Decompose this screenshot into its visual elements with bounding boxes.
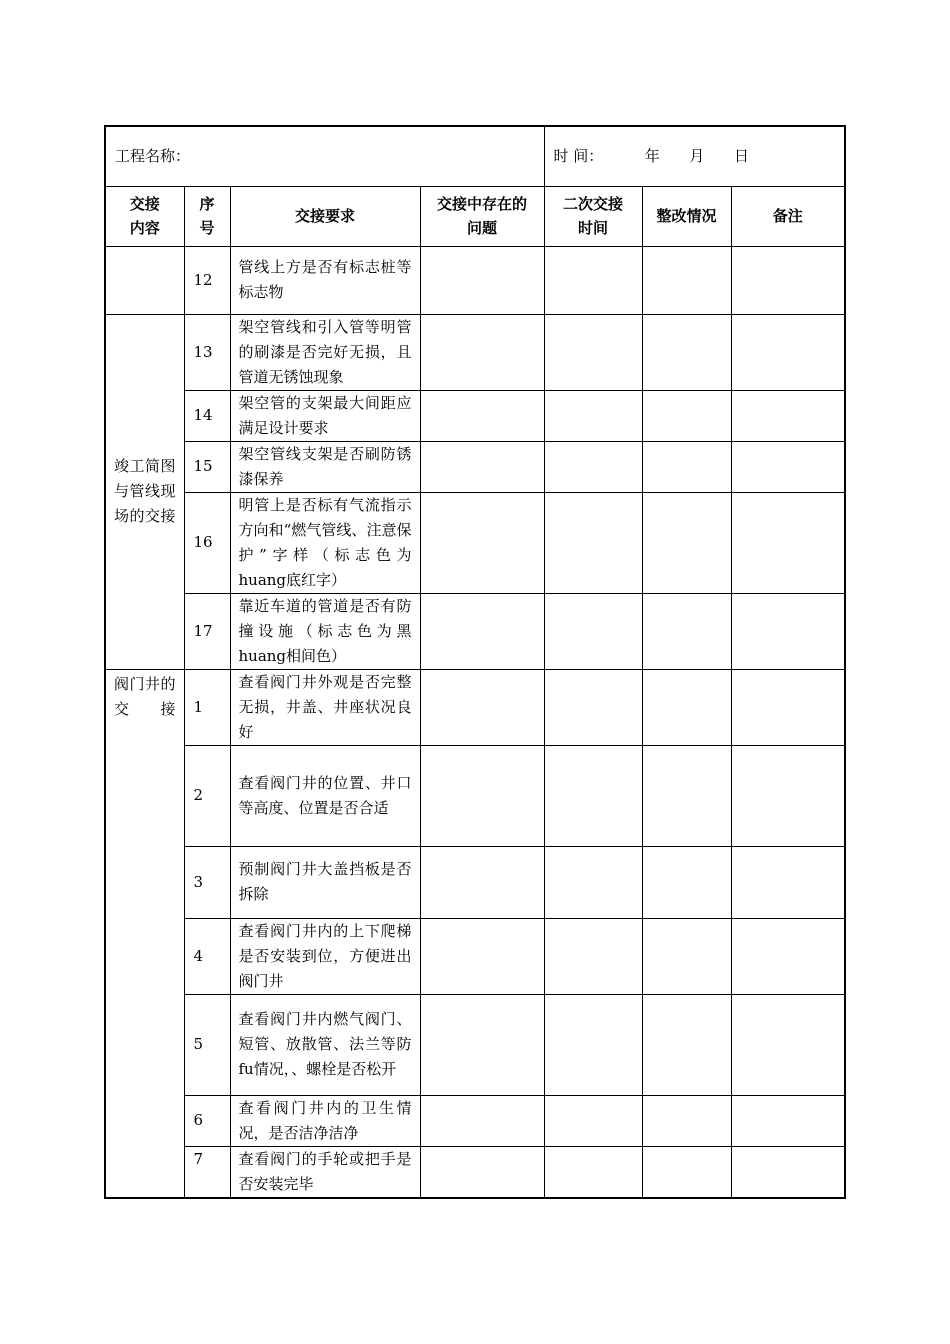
issues-cell[interactable] [420, 1146, 544, 1198]
col-header-issues: 交接中存在的 问题 [420, 186, 544, 246]
table-row [105, 1146, 845, 1198]
table-row [105, 745, 845, 846]
category-cell-valve-well: 阀门井的交接 [105, 669, 184, 1198]
rectification-cell[interactable] [642, 994, 731, 1095]
table-row [105, 918, 845, 994]
row-requirement: 架空管的支架最大间距应满足设计要求 [230, 390, 420, 441]
remarks-cell[interactable] [731, 314, 845, 390]
remarks-cell[interactable] [731, 745, 845, 846]
row-requirement: 查看阀门的手轮或把手是否安装完毕 [230, 1146, 420, 1198]
row-no: 17 [184, 593, 230, 669]
second-time-cell[interactable] [544, 314, 642, 390]
row-no: 7 [184, 1146, 230, 1198]
col-header-no: 序 号 [184, 186, 230, 246]
category-cell-as-built: 竣工简图与管线现场的交接 [105, 314, 184, 669]
remarks-cell[interactable] [731, 441, 845, 492]
row-requirement: 查看阀门井内的卫生情况，是否洁净洁净 [230, 1095, 420, 1146]
second-time-cell[interactable] [544, 846, 642, 918]
remarks-cell[interactable] [731, 994, 845, 1095]
second-time-cell[interactable] [544, 918, 642, 994]
row-requirement: 预制阀门井大盖挡板是否拆除 [230, 846, 420, 918]
table-row [105, 846, 845, 918]
row-no: 1 [184, 669, 230, 745]
project-name-cell[interactable] [105, 126, 544, 186]
row-no: 12 [184, 246, 230, 314]
table-row [105, 1095, 845, 1146]
day-label: 日 [734, 146, 750, 165]
row-no: 4 [184, 918, 230, 994]
table-row [105, 994, 845, 1095]
second-time-cell[interactable] [544, 390, 642, 441]
col-header-second-time: 二次交接 时间 [544, 186, 642, 246]
col-header-requirement: 交接要求 [230, 186, 420, 246]
issues-cell[interactable] [420, 246, 544, 314]
date-label: 时 间： [553, 146, 604, 165]
issues-cell[interactable] [420, 593, 544, 669]
rectification-cell[interactable] [642, 593, 731, 669]
table-row [105, 441, 845, 492]
col-header-content: 交接 内容 [105, 186, 184, 246]
remarks-cell[interactable] [731, 390, 845, 441]
remarks-cell[interactable] [731, 846, 845, 918]
row-requirement: 明管上是否标有气流指示方向和“燃气管线、注意保护”字样（标志色为huang底红字） [230, 492, 420, 593]
rectification-cell[interactable] [642, 846, 731, 918]
remarks-cell[interactable] [731, 492, 845, 593]
issues-cell[interactable] [420, 918, 544, 994]
issues-cell[interactable] [420, 390, 544, 441]
second-time-cell[interactable] [544, 1095, 642, 1146]
handover-sheet [104, 125, 846, 1199]
rectification-cell[interactable] [642, 669, 731, 745]
handover-table [104, 125, 846, 1199]
second-time-cell[interactable] [544, 492, 642, 593]
rectification-cell[interactable] [642, 314, 731, 390]
table-row [105, 492, 845, 593]
second-time-cell[interactable] [544, 593, 642, 669]
rectification-cell[interactable] [642, 1095, 731, 1146]
row-requirement: 管线上方是否有标志桩等标志物 [230, 246, 420, 314]
remarks-cell[interactable] [731, 593, 845, 669]
second-time-cell[interactable] [544, 745, 642, 846]
remarks-cell[interactable] [731, 669, 845, 745]
row-requirement: 查看阀门井内燃气阀门、短管、放散管、法兰等防fu情况，、螺栓是否松开 [230, 994, 420, 1095]
rectification-cell[interactable] [642, 745, 731, 846]
remarks-cell[interactable] [731, 1095, 845, 1146]
row-requirement: 查看阀门井的位置、井口等高度、位置是否合适 [230, 745, 420, 846]
remarks-cell[interactable] [731, 1146, 845, 1198]
issues-cell[interactable] [420, 314, 544, 390]
rectification-cell[interactable] [642, 390, 731, 441]
row-no: 13 [184, 314, 230, 390]
row-no: 15 [184, 441, 230, 492]
month-label: 月 [689, 146, 705, 165]
row-no: 2 [184, 745, 230, 846]
row-requirement: 查看阀门井内的上下爬梯是否安装到位，方便进出阀门井 [230, 918, 420, 994]
table-row [105, 246, 845, 314]
rectification-cell[interactable] [642, 492, 731, 593]
second-time-cell[interactable] [544, 1146, 642, 1198]
rectification-cell[interactable] [642, 246, 731, 314]
remarks-cell[interactable] [731, 918, 845, 994]
col-header-remarks: 备注 [731, 186, 845, 246]
rectification-cell[interactable] [642, 441, 731, 492]
column-header-row [105, 186, 845, 246]
rectification-cell[interactable] [642, 918, 731, 994]
issues-cell[interactable] [420, 669, 544, 745]
row-no: 14 [184, 390, 230, 441]
year-label: 年 [644, 146, 660, 165]
col-header-rectification: 整改情况 [642, 186, 731, 246]
row-no: 16 [184, 492, 230, 593]
row-requirement: 查看阀门井外观是否完整无损，井盖、井座状况良好 [230, 669, 420, 745]
table-row [105, 390, 845, 441]
category-cell-empty [105, 246, 184, 314]
row-requirement: 架空管线支架是否刷防锈漆保养 [230, 441, 420, 492]
issues-cell[interactable] [420, 994, 544, 1095]
second-time-cell[interactable] [544, 669, 642, 745]
row-no: 5 [184, 994, 230, 1095]
table-row [105, 669, 845, 745]
row-requirement: 架空管线和引入管等明管的刷漆是否完好无损，且管道无锈蚀现象 [230, 314, 420, 390]
project-name-label: 工程名称： [115, 146, 191, 165]
issues-cell[interactable] [420, 441, 544, 492]
issues-cell[interactable] [420, 745, 544, 846]
row-no: 3 [184, 846, 230, 918]
second-time-cell[interactable] [544, 246, 642, 314]
table-row [105, 314, 845, 390]
second-time-cell[interactable] [544, 441, 642, 492]
row-requirement: 靠近车道的管道是否有防撞设施（标志色为黑huang相间色） [230, 593, 420, 669]
issues-cell[interactable] [420, 492, 544, 593]
issues-cell[interactable] [420, 1095, 544, 1146]
rectification-cell[interactable] [642, 1146, 731, 1198]
table-row [105, 593, 845, 669]
issues-cell[interactable] [420, 846, 544, 918]
date-cell[interactable] [544, 126, 845, 186]
second-time-cell[interactable] [544, 994, 642, 1095]
remarks-cell[interactable] [731, 246, 845, 314]
row-no: 6 [184, 1095, 230, 1146]
